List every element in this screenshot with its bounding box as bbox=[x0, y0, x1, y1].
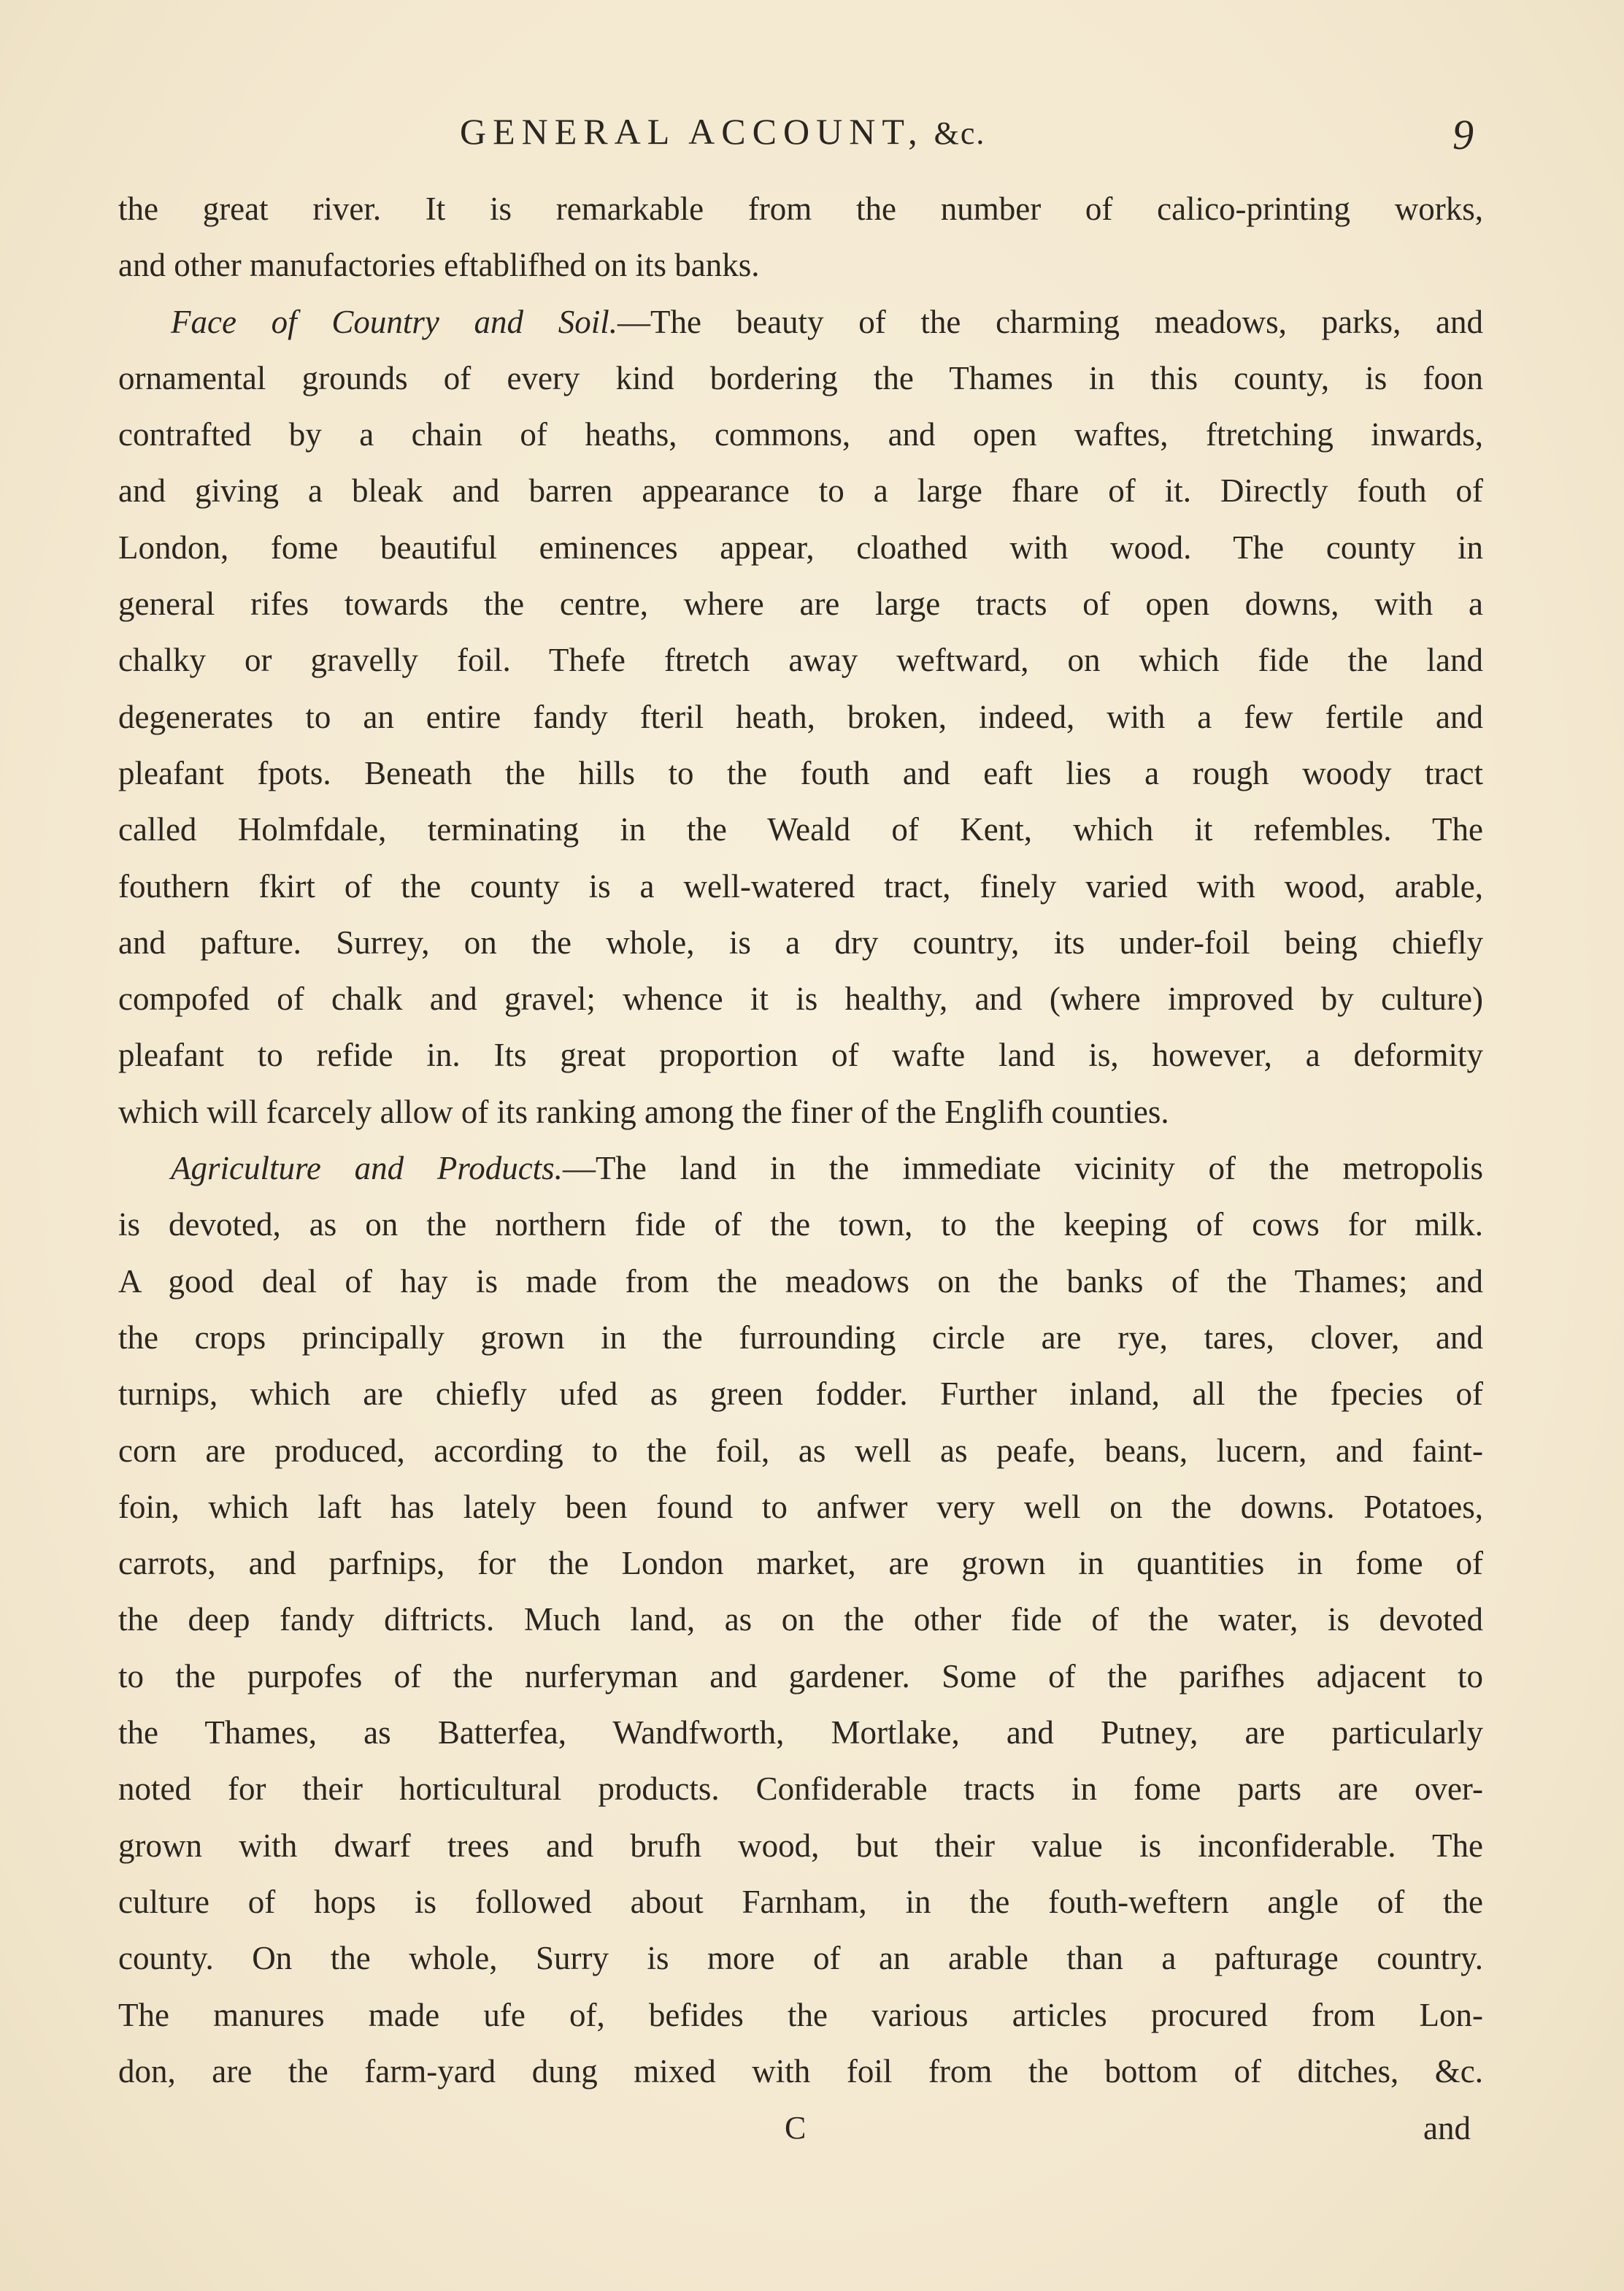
text-line: ornamental grounds of every kind bordering the Thames in this county, is foon bbox=[118, 359, 1483, 396]
text-line: turnips, which are chiefly ufed as green fodder. Further inland, all the fpecies of bbox=[118, 1375, 1483, 1413]
text-line: culture of hops is followed about Farnham, in the fouth-weftern angle of the bbox=[118, 1883, 1483, 1920]
text-line: fouthern fkirt of the county is a well-watered tract, finely varied with wood, arable, bbox=[118, 867, 1483, 905]
text-line: and giving a bleak and barren appearance to a large fhare of it. Directly fouth of bbox=[118, 472, 1483, 510]
text-line: is devoted, as on the northern fide of the town, to the keeping of cows for milk. bbox=[118, 1206, 1483, 1243]
text-line: and pafture. Surrey, on the whole, is a dry country, its under-foil being chiefly bbox=[118, 924, 1483, 961]
text-line: contrafted by a chain of heaths, commons, and open waftes, ftretching inwards, bbox=[118, 416, 1483, 453]
text-line: to the purpofes of the nurferyman and gardener. Some of the parifhes adjacent to bbox=[118, 1657, 1483, 1695]
running-head bbox=[460, 110, 1190, 153]
section-heading-face-of-country: Face of Country and Soil. bbox=[171, 303, 617, 340]
section-heading-agriculture: Agriculture and Products. bbox=[171, 1150, 563, 1187]
text-line: general rifes towards the centre, where are large tracts of open downs, with a bbox=[118, 586, 1483, 623]
running-head-etc: &c. bbox=[934, 115, 986, 151]
text-line: degenerates to an entire fandy fteril heath, broken, indeed, with a few fertile and bbox=[118, 698, 1483, 735]
catchword: and bbox=[1423, 2110, 1471, 2146]
text-line: the Thames, as Batterfea, Wandfworth, Mortlake, and Putney, are particularly bbox=[118, 1714, 1483, 1751]
text-line bbox=[118, 1140, 1483, 1197]
text-line: compofed of chalk and gravel; whence it is healthy, and (where improved by culture) bbox=[118, 981, 1483, 1018]
text-line: A good deal of hay is made from the meadows on the banks of the Thames; and bbox=[118, 1262, 1483, 1300]
text-line: don, are the farm-yard dung mixed with foil from the bottom of ditches, &c. bbox=[118, 2052, 1483, 2089]
body-text bbox=[118, 181, 1483, 2100]
text-line: pleafant to refide in. Its great proportion of wafte land is, however, a deformity bbox=[118, 1037, 1483, 1074]
text-line: grown with dwarf trees and brufh wood, but their value is inconfiderable. The bbox=[118, 1827, 1483, 1864]
text-run: —The land in the immediate vicinity of the metropolis bbox=[562, 1150, 1483, 1187]
text-run: —The beauty of the charming meadows, parks, and bbox=[617, 303, 1483, 340]
text-line: noted for their horticultural products. Confiderable tracts in fome parts are over- bbox=[118, 1770, 1483, 1808]
text-line: the great river. It is remarkable from the number of calico-printing works, bbox=[118, 191, 1483, 227]
text-line: London, fome beautiful eminences appear, cloathed with wood. The county in bbox=[118, 529, 1483, 566]
text-line: the deep fandy diftricts. Much land, as on the other fide of the water, is devoted bbox=[118, 1601, 1483, 1638]
text-line: pleafant fpots. Beneath the hills to the fouth and eaft lies a rough woody tract bbox=[118, 754, 1483, 791]
text-line: county. On the whole, Surry is more of an arable than a pafturage country. bbox=[118, 1940, 1483, 1977]
text-line: the crops principally grown in the furrounding circle are rye, tares, clover, and bbox=[118, 1319, 1483, 1356]
text-line: The manures made ufe of, befides the various articles procured from Lon- bbox=[118, 1996, 1483, 2033]
text-line: chalky or gravelly foil. Thefe ftretch away weftward, on which fide the land bbox=[118, 642, 1483, 679]
text-line: which will fcarcely allow of its ranking among the finer of the Englifh counties. bbox=[118, 1093, 1169, 1130]
text-line: called Holmfdale, terminating in the Weald of Kent, which it refembles. The bbox=[118, 811, 1483, 848]
text-line bbox=[118, 294, 1483, 350]
text-line: carrots, and parfnips, for the London market, are grown in quantities in fome of bbox=[118, 1545, 1483, 1582]
text-line: corn are produced, according to the foil, as well as peafe, beans, lucern, and faint- bbox=[118, 1432, 1483, 1469]
running-head-title: GENERAL ACCOUNT, bbox=[460, 111, 924, 152]
signature-mark: C bbox=[785, 2110, 807, 2146]
text-line: and other manufactories eftablifhed on its banks. bbox=[118, 247, 760, 284]
text-line: foin, which laft has lately been found to anfwer very well on the downs. Potatoes, bbox=[118, 1488, 1483, 1525]
page-number: 9 bbox=[1452, 111, 1474, 158]
